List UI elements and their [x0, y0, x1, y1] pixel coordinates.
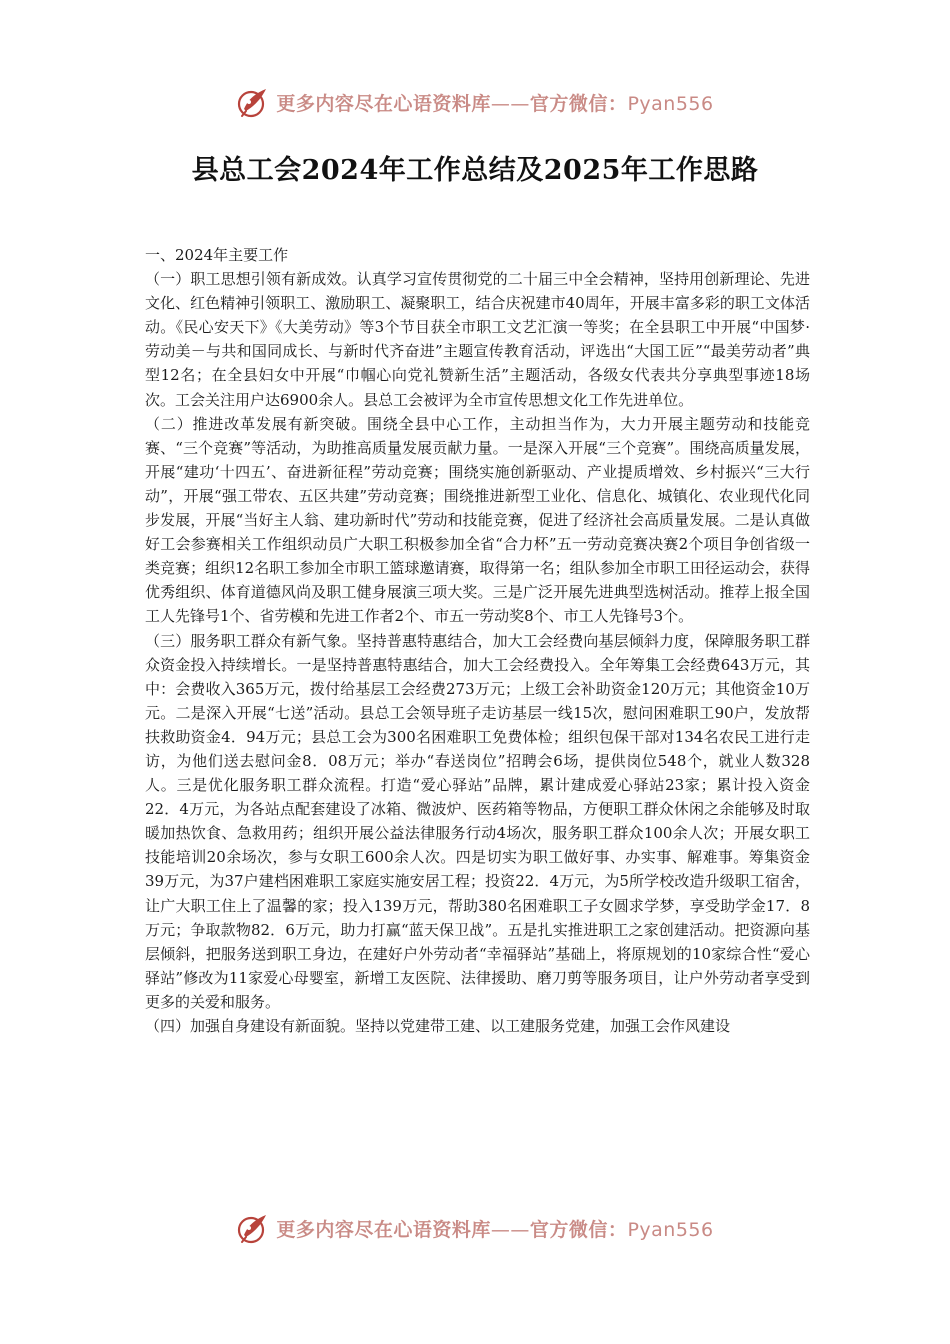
watermark-contact-label: 官方微信：	[529, 92, 628, 115]
watermark-contact-id: Pyan556	[627, 92, 714, 115]
watermark-separator: ——	[490, 1218, 530, 1241]
watermark-slogan: 更多内容尽在心语资料库	[276, 92, 491, 115]
watermark-separator: ——	[490, 92, 530, 115]
document-title: 县总工会2024年工作总结及2025年工作思路	[191, 155, 759, 186]
watermark-text	[276, 1215, 713, 1242]
document-body	[145, 243, 810, 1038]
watermark-banner-top	[0, 82, 950, 122]
paragraph-3: （三）服务职工群众有新气象。坚持普惠特惠结合，加大工会经费向基层倾斜力度，保障服务职工群众资金投入持续增长。一是坚持普惠特惠结合，加大工会经费投入。全年筹集工会经费643万元，其中：会费收入365万元，拨付给基层工会经费273万元；上级工会补助资金120万元；其他资金10万元。二是深入开展“七送”活动。县总工会领导班子走访基层一线15次，慰问困难职工90户，发放帮扶救助资金4．94万元；县总工会为300名困难职工免费体检；组织包保干部对134名农民工进行走访，为他们送去慰问金8．08万元；举办“春送岗位”招聘会6场，提供岗位548个，就业人数328人。三是优化服务职工群众流程。打造“爱心驿站”品牌，累计建成爱心驿站23家；累计投入资金22．4万元，为各站点配套建设了冰箱、微波炉、医药箱等物品，方便职工群众休闲之余能够及时取暖加热饮食、急救用药；组织开展公益法律服务行动4场次，服务职工群众100余人次；开展女职工技能培训20余场次，参与女职工600余人次。四是切实为职工做好事、办实事、解难事。筹集资金39万元，为37户建档困难职工家庭实施安居工程；投资22．4万元，为5所学校改造升级职工宿舍，让广大职工住上了温馨的家；投入139万元，帮助380名困难职工子女圆求学梦，享受助学金17．8万元；争取款物82．6万元，助力打赢“蓝天保卫战”。五是扎实推进职工之家创建活动。把资源向基层倾斜，把服务送到职工身边，在建好户外劳动者“幸福驿站”基础上，将原规划的10家综合性“爱心驿站”修改为11家爱心母婴室，新增工友医院、法律援助、磨刀剪等服务项目，让户外劳动者享受到更多的关爱和服务。	[145, 631, 810, 1011]
section-heading: 一、2024年主要工作	[145, 246, 289, 264]
watermark-contact-label: 官方微信：	[529, 1218, 628, 1241]
paragraph-4: （四）加强自身建设有新面貌。坚持以党建带工建、以工建服务党建，加强工会作风建设	[145, 1017, 731, 1035]
paragraph-2: （二）推进改革发展有新突破。围绕全县中心工作，主动担当作为，大力开展主题劳动和技能竞赛、“三个竞赛”等活动，为助推高质量发展贡献力量。一是深入开展“三个竞赛”。围绕高质量发展，开展“建功‘十四五’、奋进新征程”劳动竞赛；围绕实施创新驱动、产业提质增效、乡村振兴“三大行动”，开展“强工带农、五区共建”劳动竞赛；围绕推进新型工业化、信息化、城镇化、农业现代化同步发展，开展“当好主人翁、建功新时代”劳动和技能竞赛，促进了经济社会高质量发展。二是认真做好工会参赛相关工作组织动员广大职工积极参加全省“合力杯”五一劳动竞赛决赛2个项目争创省级一类竞赛；组织12名职工参加全市职工篮球邀请赛，取得第一名；组队参加全市职工田径运动会，获得优秀组织、体育道德风尚及职工健身展演三项大奖。三是广泛开展先进典型选树活动。推荐上报全国工人先锋号1个、省劳模和先进工作者2个、市五一劳动奖8个、市工人先锋号3个。	[145, 414, 810, 626]
watermark-contact-id: Pyan556	[627, 1218, 714, 1241]
watermark-slogan: 更多内容尽在心语资料库	[276, 1218, 491, 1241]
quill-logo-icon	[236, 1211, 270, 1245]
quill-logo-icon	[236, 85, 270, 119]
watermark-text	[276, 89, 713, 116]
paragraph-1: （一）职工思想引领有新成效。认真学习宣传贯彻党的二十届三中全会精神，坚持用创新理论、先进文化、红色精神引领职工、激励职工、凝聚职工，结合庆祝建市40周年，开展丰富多彩的职工文体活动。《民心安天下》《大美劳动》等3个节目获全市职工文艺汇演一等奖；在全县职工中开展“中国梦·劳动美－与共和国同成长、与新时代齐奋进”主题宣传教育活动，评选出“大国工匠”“最美劳动者”典型12名；在全县妇女中开展“巾帼心向党礼赞新生活”主题活动，各级女代表共分享典型事迹18场次。工会关注用户达6900余人。县总工会被评为全市宣传思想文化工作先进单位。	[145, 270, 810, 409]
watermark-banner-bottom	[0, 1208, 950, 1248]
